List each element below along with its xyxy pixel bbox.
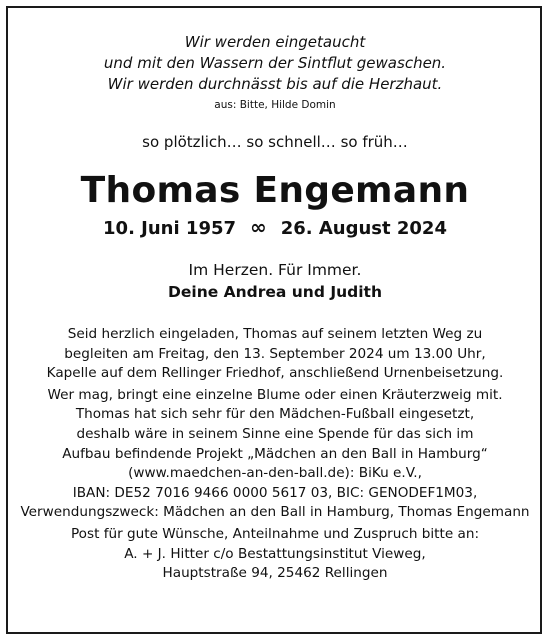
text-line: Seid herzlich eingeladen, Thomas auf seinem letzten Weg zu	[67, 326, 483, 342]
poem-block	[0, 32, 550, 111]
text-line: IBAN: DE52 7016 9466 0000 5617 03, BIC: GENODEF1M03,	[72, 484, 478, 501]
donation-paragraph	[0, 386, 550, 523]
infinity-symbol: ∞	[250, 215, 267, 239]
deceased-name: Thomas Engemann	[80, 170, 470, 211]
text-line: Post für gute Wünsche, Anteilnahme und Zuspruch bitte an:	[70, 525, 480, 542]
family-names: Deine Andrea und Judith	[168, 283, 382, 301]
condolence-address-paragraph	[0, 525, 550, 584]
text-line: Verwendungszweck: Mädchen an den Ball in Hamburg, Thomas Engemann	[20, 504, 530, 521]
text-line: begleiten am Freitag, den 13. September 2024 um 13.00 Uhr,	[64, 345, 486, 362]
intro-line: so plötzlich… so schnell… so früh…	[142, 133, 408, 151]
funeral-invitation-paragraph	[0, 325, 550, 384]
notice-body	[0, 325, 550, 584]
text-line: Hauptstraße 94, 25462 Rellingen	[162, 565, 388, 582]
poem-source: aus: Bitte, Hilde Domin	[214, 99, 336, 111]
text-line: (www.maedchen-an-den-ball.de): BiKu e.V.,	[128, 465, 422, 482]
life-dates	[0, 215, 550, 239]
text-line: Kapelle auf dem Rellinger Friedhof, anschließend Urnenbeisetzung.	[46, 365, 504, 382]
text-line: A. + J. Hitter c/o Bestattungsinstitut Vieweg,	[124, 545, 426, 562]
poem-line: und mit den Wassern der Sintflut gewaschen.	[103, 54, 447, 72]
poem-line: Wir werden durchnässt bis auf die Herzhaut.	[107, 75, 443, 93]
death-date: 26. August 2024	[280, 218, 447, 239]
text-line: Aufbau befindende Projekt „Mädchen an den Ball in Hamburg“	[62, 445, 488, 462]
birth-date: 10. Juni 1957	[103, 218, 237, 239]
text-line: deshalb wäre in seinem Sinne eine Spende für das sich im	[76, 425, 474, 442]
text-line: Wer mag, bringt eine einzelne Blume oder einen Kräuterzweig mit.	[47, 386, 503, 403]
poem-line: Wir werden eingetaucht	[184, 33, 366, 51]
text-line: Thomas hat sich sehr für den Mädchen-Fußball eingesetzt,	[75, 406, 475, 423]
dedication-line: Im Herzen. Für Immer.	[188, 261, 362, 279]
